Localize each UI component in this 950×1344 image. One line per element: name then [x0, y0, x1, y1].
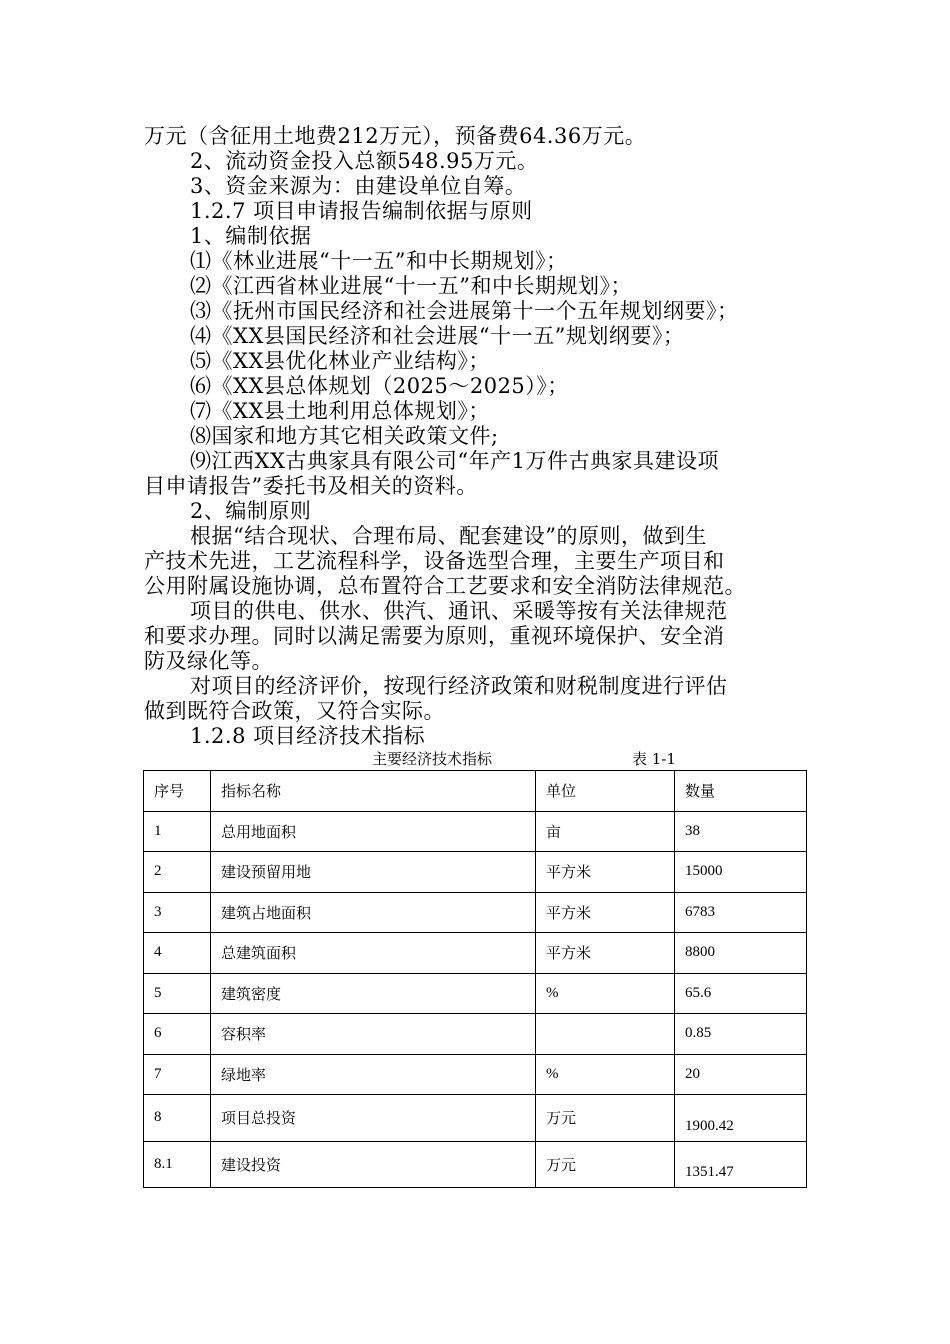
header-cell: 单位: [536, 771, 675, 812]
table-cell: 8.1: [144, 1141, 211, 1188]
table-row: [144, 1141, 807, 1188]
text-line: 公用附属设施协调，总布置符合工艺要求和安全消防法律规范。: [144, 574, 746, 598]
section-heading: 1.2.8 项目经济技术指标: [190, 724, 426, 748]
table-cell: 1900.42: [675, 1095, 807, 1142]
list-item: ⑹《XX县总体规划（2025～2025）》；: [190, 374, 569, 398]
table-row: [144, 1054, 807, 1095]
list-item: ⑺《XX县土地利用总体规划》；: [190, 399, 490, 423]
table-cell: 平方米: [536, 933, 675, 974]
header-cell: 序号: [144, 771, 211, 812]
table-cell: 建设预留用地: [211, 852, 536, 893]
table-cell: 8800: [675, 933, 807, 974]
text-line: 和要求办理。同时以满足需要为原则，重视环境保护、安全消: [144, 624, 725, 648]
table-cell: 万元: [536, 1095, 675, 1142]
list-item: ⑶《抚州市国民经济和社会进展第十一个五年规划纲要》；: [190, 299, 739, 323]
table-cell: 平方米: [536, 852, 675, 893]
table-cell: 4: [144, 933, 211, 974]
table-cell: 万元: [536, 1141, 675, 1188]
table-row: [144, 933, 807, 974]
text-line: 防及绿化等。: [144, 649, 273, 673]
table-cell: 总用地面积: [211, 811, 536, 852]
table-cell: 8: [144, 1095, 211, 1142]
table-cell: 2: [144, 852, 211, 893]
section-heading: 1.2.7 项目申请报告编制依据与原则: [190, 199, 533, 223]
table-cell: 绿地率: [211, 1054, 536, 1095]
table-row: [144, 892, 807, 933]
table-row: [144, 1014, 807, 1055]
table-cell: %: [536, 973, 675, 1014]
table-row: [144, 973, 807, 1014]
table-cell: 65.6: [675, 973, 807, 1014]
table-cell: 7: [144, 1054, 211, 1095]
table-cell: 亩: [536, 811, 675, 852]
table-cell: 5: [144, 973, 211, 1014]
text-line: 对项目的经济评价，按现行经济政策和财税制度进行评估: [190, 674, 728, 698]
table-cell: 6: [144, 1014, 211, 1055]
text-line: 做到既符合政策，又符合实际。: [144, 699, 445, 723]
table-cell: 1: [144, 811, 211, 852]
text-line: 3、资金来源为：由建设单位自筹。: [190, 174, 527, 198]
table-cell: 建筑占地面积: [211, 892, 536, 933]
table-cell: 总建筑面积: [211, 933, 536, 974]
list-item: ⑼江西XX古典家具有限公司“年产1万件古典家具建设项: [190, 449, 719, 473]
text-line: 根据“结合现状、合理布局、配套建设”的原则，做到生: [190, 524, 707, 548]
list-item: ⑸《XX县优化林业产业结构》；: [190, 349, 490, 373]
table-cell: 3: [144, 892, 211, 933]
table-cell: 项目总投资: [211, 1095, 536, 1142]
list-item: ⑴《林业进展“十一五”和中长期规划》；: [190, 249, 568, 273]
table-cell: 建筑密度: [211, 973, 536, 1014]
table-cell: %: [536, 1054, 675, 1095]
text-line: 2、流动资金投入总额548.95万元。: [190, 149, 539, 173]
table-row: [144, 811, 807, 852]
text-line: 目申请报告”委托书及相关的资料。: [144, 474, 478, 498]
indicator-table: [143, 770, 807, 1188]
table-header-row: [144, 771, 807, 812]
subsection-heading: 1、编制依据: [190, 224, 312, 248]
table-number: 表 1-1: [632, 750, 676, 768]
list-item: ⑻国家和地方其它相关政策文件;: [190, 424, 499, 448]
table-row: [144, 852, 807, 893]
table-cell: 1351.47: [675, 1141, 807, 1188]
table-cell: 平方米: [536, 892, 675, 933]
table-cell: 6783: [675, 892, 807, 933]
text-line: 产技术先进，工艺流程科学，设备选型合理，主要生产项目和: [144, 549, 725, 573]
table-cell: 15000: [675, 852, 807, 893]
table-row: [144, 1095, 807, 1142]
header-cell: 指标名称: [211, 771, 536, 812]
text-line: 万元（含征用土地费212万元），预备费64.36万元。: [144, 124, 647, 148]
list-item: ⑵《江西省林业进展“十一五”和中长期规划》；: [190, 274, 632, 298]
table-cell: 38: [675, 811, 807, 852]
table-cell: 容积率: [211, 1014, 536, 1055]
table-cell: 建设投资: [211, 1141, 536, 1188]
table-caption: 主要经济技术指标: [372, 750, 493, 768]
table-cell: 20: [675, 1054, 807, 1095]
text-line: 项目的供电、供水、供汽、通讯、采暖等按有关法律规范: [190, 599, 728, 623]
subsection-heading: 2、编制原则: [190, 499, 312, 523]
table-cell: 0.85: [675, 1014, 807, 1055]
header-cell: 数量: [675, 771, 807, 812]
table-cell: [536, 1014, 675, 1055]
list-item: ⑷《XX县国民经济和社会进展“十一五”规划纲要》；: [190, 324, 685, 348]
